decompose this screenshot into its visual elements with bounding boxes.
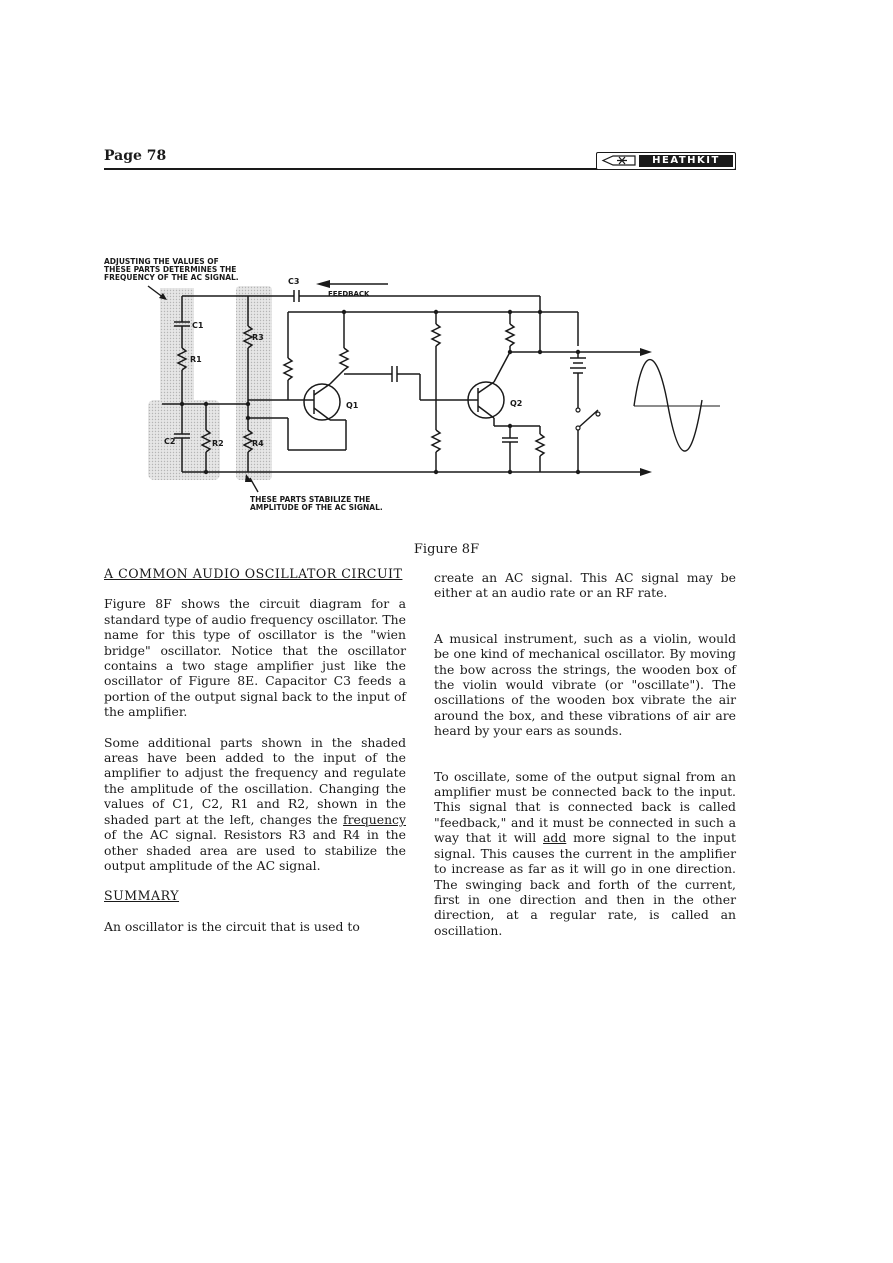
summary-title: SUMMARY	[104, 888, 180, 904]
underlined-word: add	[543, 830, 567, 846]
label-c1: C1	[192, 321, 204, 330]
underlined-word: frequency	[342, 811, 406, 827]
label-c2: C2	[164, 437, 176, 446]
label-feedback: FEEDBACK	[328, 290, 370, 298]
paragraph-text: To oscillate, some of the output signal from an amplifier must be connected back to the input. This signal that is connected back is called "feedback," and it must be connected in such a way that it will	[434, 768, 736, 846]
label-q1: Q1	[346, 401, 359, 410]
paragraph: An oscillator is the circuit that is used to	[104, 918, 360, 934]
logo-wordmark: HEATHKIT	[639, 155, 733, 167]
paragraph: create an AC signal. This AC signal may be either at an audio rate or an RF rate.	[434, 570, 736, 601]
paragraph-text: Some additional parts shown in the shaded areas have been added to the input of the amplifier to adjust the frequency and regulate the amplitude of the oscillation. Changing the values of C1, C2, R1 and R2, shown in the shaded part at the left, changes the	[104, 734, 406, 827]
ac-sine-wave	[634, 360, 702, 451]
paragraph	[104, 735, 406, 874]
paragraph: A musical instrument, such as a violin, would be one kind of mechanical oscillator. By moving the bow across the strings, the wooden box of the violin would vibrate (or "oscillate"). The oscillations of the wooden box vibrate the air around the box, and these vibrations of air are heard by your ears as sounds.	[434, 630, 736, 739]
label-r4: R4	[252, 439, 264, 448]
amplitude-shaded-area	[236, 286, 272, 480]
frequency-note: ADJUSTING THE VALUES OF THESE PARTS DETERMINES THE FREQUENCY OF THE AC SIGNAL.	[104, 257, 239, 282]
paragraph	[434, 769, 736, 938]
label-r2: R2	[212, 439, 224, 448]
section-title: A COMMON AUDIO OSCILLATOR CIRCUIT	[104, 566, 403, 581]
logo-emblem-icon	[601, 154, 637, 167]
figure-caption: Figure 8F	[413, 542, 480, 557]
amplitude-note: THESE PARTS STABILIZE THE AMPLITUDE OF THE AC SIGNAL.	[250, 495, 383, 512]
heathkit-logo	[596, 152, 736, 170]
label-r1: R1	[190, 355, 202, 364]
frequency-shaded-area	[160, 288, 194, 406]
label-q2: Q2	[510, 399, 523, 408]
paragraph: Figure 8F shows the circuit diagram for a standard type of audio frequency oscillator. The name for this type of oscillator is the "wien bridge" oscillator. Notice that the oscillator contains a two stage amplifier just like the oscillator of Figure 8E. Capacitor C3 feeds a portion of the output signal back to the input of the amplifier.	[104, 596, 406, 720]
page-number: Page 78	[104, 148, 167, 164]
left-column	[104, 566, 406, 949]
paragraph-text: more signal to the input signal. This causes the current in the amplifier to increase as far as it will go in one direction. The swinging back and forth of the current, first in one direction and then in the other direction, at a regular rate, is called an oscillation.	[434, 830, 736, 938]
label-c3: C3	[288, 277, 300, 286]
label-r3: R3	[252, 333, 264, 342]
right-column	[434, 570, 736, 953]
paragraph-text: of the AC signal. Resistors R3 and R4 in the other shaded area are used to stabilize the output amplitude of the AC signal.	[104, 827, 406, 873]
oscillator-circuit-diagram	[100, 250, 780, 530]
